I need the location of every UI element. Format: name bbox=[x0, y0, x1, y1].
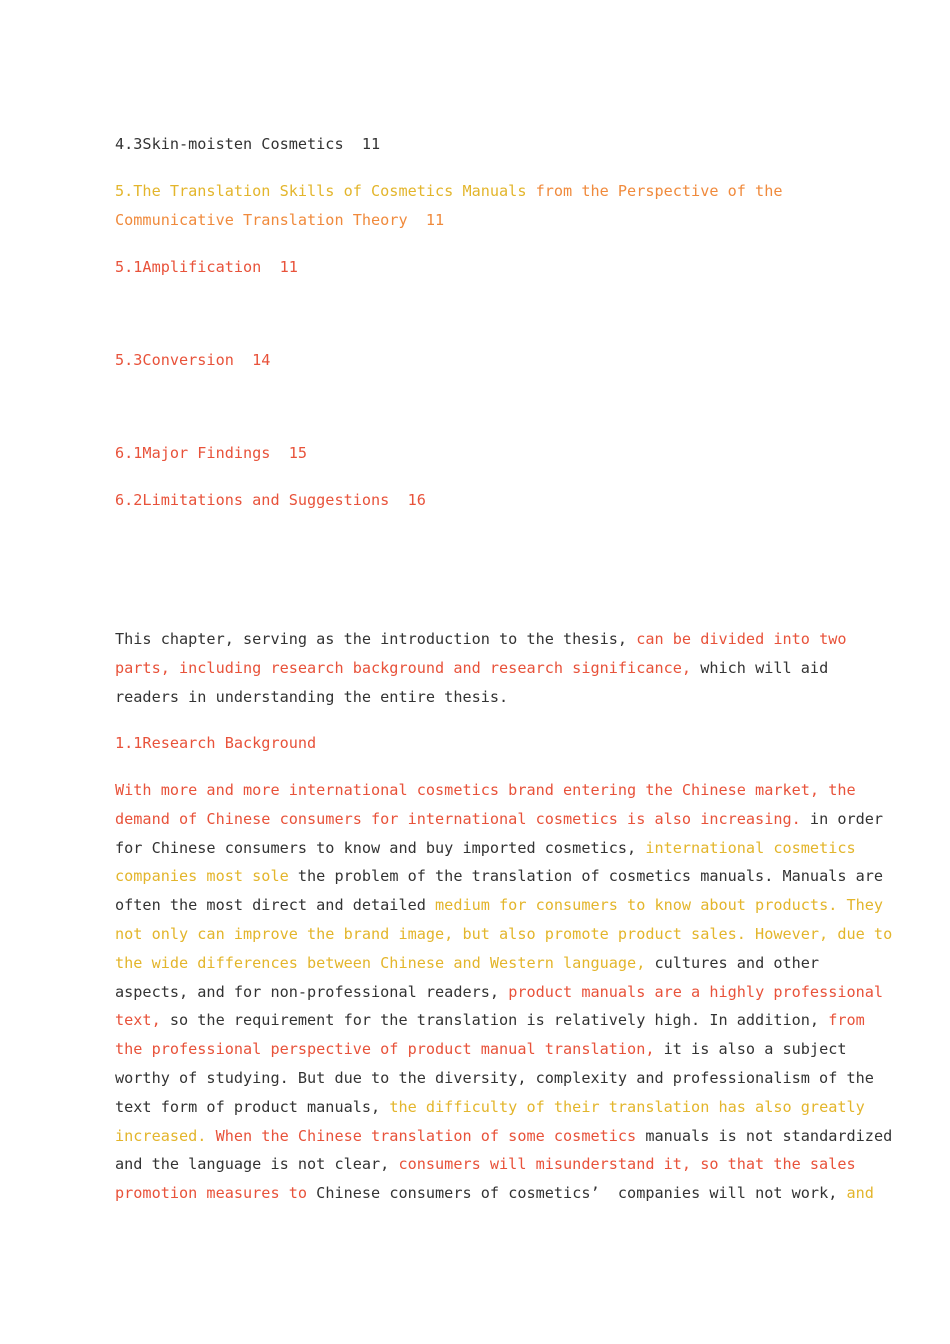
body-highlight-red: promotion measures to bbox=[115, 1184, 308, 1203]
body-text: in order bbox=[800, 809, 884, 828]
intro-highlight: can be divided into two bbox=[636, 630, 847, 648]
body-text: text form of product manuals, bbox=[115, 1097, 390, 1116]
toc-item-6-2[interactable]: 6.2Limitations and Suggestions 16 bbox=[115, 491, 426, 509]
body-highlight-yellow: international cosmetics bbox=[645, 838, 856, 857]
body-highlight-yellow: the difficulty of their translation has also greatly bbox=[389, 1097, 865, 1116]
intro-text: This chapter, serving as the introduction to the thesis, bbox=[115, 630, 637, 648]
body-text: Chinese consumers of cosmetics’ companies will not work, bbox=[307, 1184, 847, 1203]
body-line: With more and more international cosmetics brand entering the Chinese market, the bbox=[115, 781, 856, 799]
toc-item-6-1[interactable]: 6.1Major Findings 15 bbox=[115, 444, 308, 462]
body-text: and the language is not clear, bbox=[115, 1155, 399, 1174]
body-line: worthy of studying. But due to the diversity, complexity and professionalism of the bbox=[115, 1068, 874, 1087]
toc-item-5-continued[interactable]: Communicative Translation Theory 11 bbox=[115, 211, 445, 229]
body-text: often the most direct and detailed bbox=[115, 896, 436, 915]
body-highlight-red: demand of Chinese consumers for international cosmetics is also increasing. bbox=[115, 809, 801, 828]
body-line bbox=[115, 805, 884, 834]
body-text: aspects, and for non-professional readers, bbox=[115, 982, 509, 1001]
body-highlight-yellow: the wide differences between Chinese and Western language, bbox=[115, 953, 646, 972]
body-line bbox=[115, 1035, 847, 1064]
body-text: so the requirement for the translation is relatively high. In addition, bbox=[160, 1011, 829, 1030]
toc-item-5-3[interactable]: 5.3Conversion 14 bbox=[115, 351, 271, 369]
intro-line bbox=[115, 654, 835, 683]
toc-item-5-part-b: from the Perspective of the bbox=[535, 182, 783, 200]
body-line bbox=[115, 1122, 893, 1151]
body-text: manuals is not standardized bbox=[636, 1126, 893, 1145]
intro-text: which will aid bbox=[691, 658, 829, 677]
body-highlight-red: product manuals are a highly professional bbox=[508, 982, 884, 1001]
intro-line bbox=[115, 625, 847, 654]
body-highlight-red: When the Chinese translation of some cosmetics bbox=[206, 1126, 637, 1145]
body-highlight-yellow: and bbox=[846, 1184, 874, 1203]
intro-paragraph bbox=[115, 625, 847, 711]
body-highlight-red: consumers will misunderstand it, so that the sales bbox=[398, 1155, 856, 1174]
toc-item-5-1[interactable]: 5.1Amplification 11 bbox=[115, 258, 298, 276]
toc-item-5-part-a: 5.The Translation Skills of Cosmetics Manuals bbox=[115, 182, 536, 200]
body-line bbox=[115, 862, 884, 891]
body-highlight-yellow: increased. bbox=[115, 1126, 207, 1145]
body-line bbox=[115, 1093, 865, 1122]
body-line bbox=[115, 834, 856, 863]
toc-item-5[interactable] bbox=[115, 181, 783, 201]
section-heading: 1.1Research Background bbox=[115, 734, 317, 752]
toc-item-4-3[interactable]: 4.3Skin-moisten Cosmetics 11 bbox=[115, 135, 381, 153]
body-line bbox=[115, 1006, 865, 1035]
body-highlight-yellow: companies most sole bbox=[115, 867, 289, 886]
body-text: cultures and other bbox=[645, 953, 820, 972]
body-highlight-yellow: medium for consumers to know about products. They bbox=[435, 896, 884, 915]
body-line bbox=[115, 1179, 874, 1208]
body-paragraph bbox=[115, 776, 893, 1208]
body-highlight-red: the professional perspective of product manual translation, bbox=[115, 1040, 655, 1059]
body-highlight-red: text, bbox=[115, 1011, 161, 1030]
body-text: the problem of the translation of cosmetics manuals. Manuals are bbox=[288, 867, 884, 886]
body-line bbox=[115, 1150, 856, 1179]
intro-highlight: parts, including research background and research significance, bbox=[115, 658, 692, 677]
body-line bbox=[115, 978, 884, 1007]
intro-line: readers in understanding the entire thesis. bbox=[115, 687, 509, 706]
body-text: for Chinese consumers to know and buy imported cosmetics, bbox=[115, 838, 646, 857]
body-line bbox=[115, 949, 835, 978]
body-highlight-red: from bbox=[828, 1011, 865, 1030]
body-line bbox=[115, 891, 884, 920]
body-line: not only can improve the brand image, but also promote product sales. However, due to bbox=[115, 924, 893, 943]
body-text: it is also a subject bbox=[654, 1040, 847, 1059]
